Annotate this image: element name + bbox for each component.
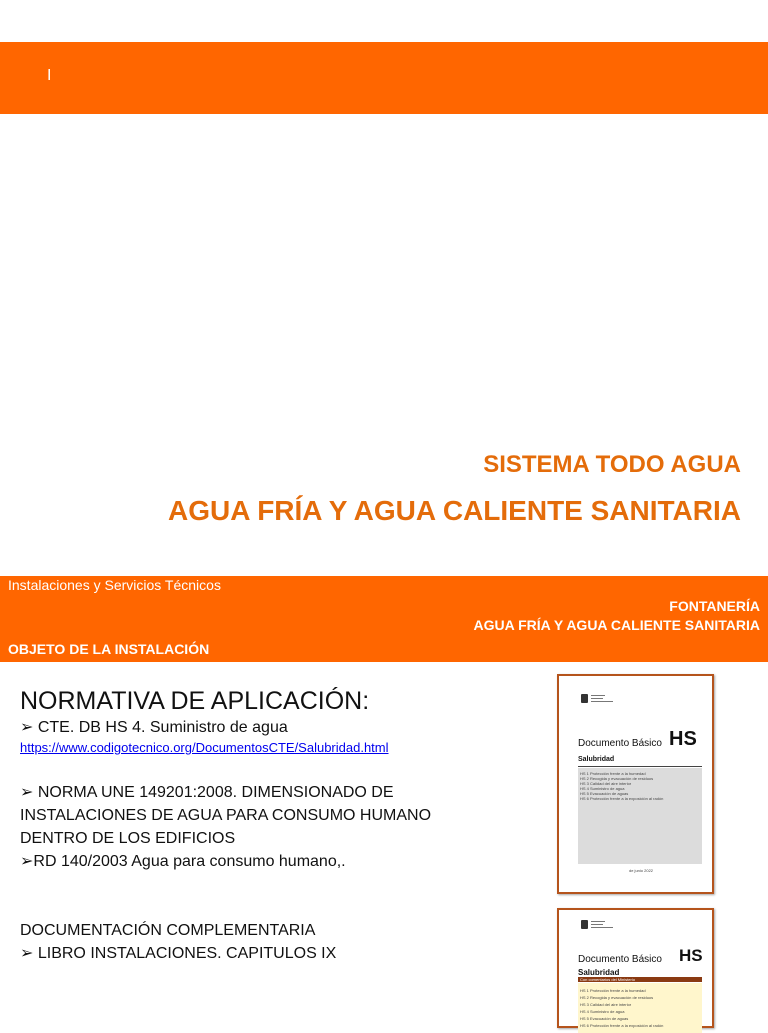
area-title: FONTANERÍA	[669, 598, 760, 614]
doc-subtitle: Salubridad	[578, 968, 620, 977]
area-subtitle: AGUA FRÍA Y AGUA CALIENTE SANITARIA	[473, 617, 760, 633]
une-item-line1: ➢ NORMA UNE 149201:2008. DIMENSIONADO DE	[20, 784, 394, 801]
slide-body	[20, 686, 520, 965]
doc-title: Documento Básico	[578, 738, 662, 749]
doc-item: HS 5 Evacuación de aguas	[580, 1016, 629, 1021]
doc-code: HS	[679, 946, 703, 965]
cte-link[interactable]: https://www.codigotecnico.org/DocumentosCTE/Salubridad.html	[20, 740, 389, 755]
text-cursor: I	[47, 67, 52, 84]
content-slide	[0, 576, 768, 1028]
doc-item: HS 5 Evacuación de aguas	[580, 791, 629, 796]
doc-title: Documento Básico	[578, 954, 662, 965]
ministry-logo	[581, 694, 621, 704]
complementary-heading: DOCUMENTACIÓN COMPLEMENTARIA	[20, 922, 316, 939]
doc-banner-text: Con comentarios del Ministerio	[580, 977, 635, 982]
doc-item: HS 4 Suministro de agua	[580, 1009, 625, 1014]
doc-item: HS 1 Protección frente a la humedad	[580, 771, 646, 776]
course-name: Instalaciones y Servicios Técnicos	[8, 577, 221, 593]
doc-subtitle: Salubridad	[578, 756, 615, 763]
normativa-heading: NORMATIVA DE APLICACIÓN:	[20, 687, 370, 715]
doc-item: HS 6 Protección frente a la exposición al radón	[580, 1023, 664, 1028]
complementary-item: ➢ LIBRO INSTALACIONES. CAPITULOS IX	[20, 945, 337, 962]
section-title: OBJETO DE LA INSTALACIÓN	[8, 641, 210, 657]
doc-item: HS 2 Recogida y evacuación de residuos	[580, 995, 654, 1000]
une-item-line2: INSTALACIONES DE AGUA PARA CONSUMO HUMANO	[20, 807, 432, 824]
une-item-line3: DENTRO DE LOS EDIFICIOS	[20, 830, 236, 847]
doc-date: de junio 2022	[629, 868, 654, 873]
slide-header-band	[0, 576, 768, 662]
doc-code: HS	[669, 728, 697, 750]
doc-item: HS 2 Recogida y evacuación de residuos	[580, 776, 654, 781]
doc-item: HS 3 Calidad del aire interior	[580, 781, 632, 786]
ministry-logo	[581, 920, 621, 930]
header-band	[0, 42, 768, 114]
cte-item: ➢ CTE. DB HS 4. Suministro de agua	[20, 719, 288, 736]
doc-item: HS 6 Protección frente a la exposición al radón	[580, 796, 664, 801]
doc-item: HS 4 Suministro de agua	[580, 786, 625, 791]
slide-title-line1: SISTEMA TODO AGUA	[483, 451, 741, 478]
document-thumbnail-hs	[557, 674, 714, 894]
doc-item: HS 3 Calidad del aire interior	[580, 1002, 632, 1007]
document-thumbnail-hs-commented	[557, 908, 714, 1028]
rd-item: ➢RD 140/2003 Agua para consumo humano,.	[20, 853, 346, 870]
slide-title-line2: AGUA FRÍA Y AGUA CALIENTE SANITARIA	[168, 495, 741, 526]
doc-item: HS 1 Protección frente a la humedad	[580, 988, 646, 993]
